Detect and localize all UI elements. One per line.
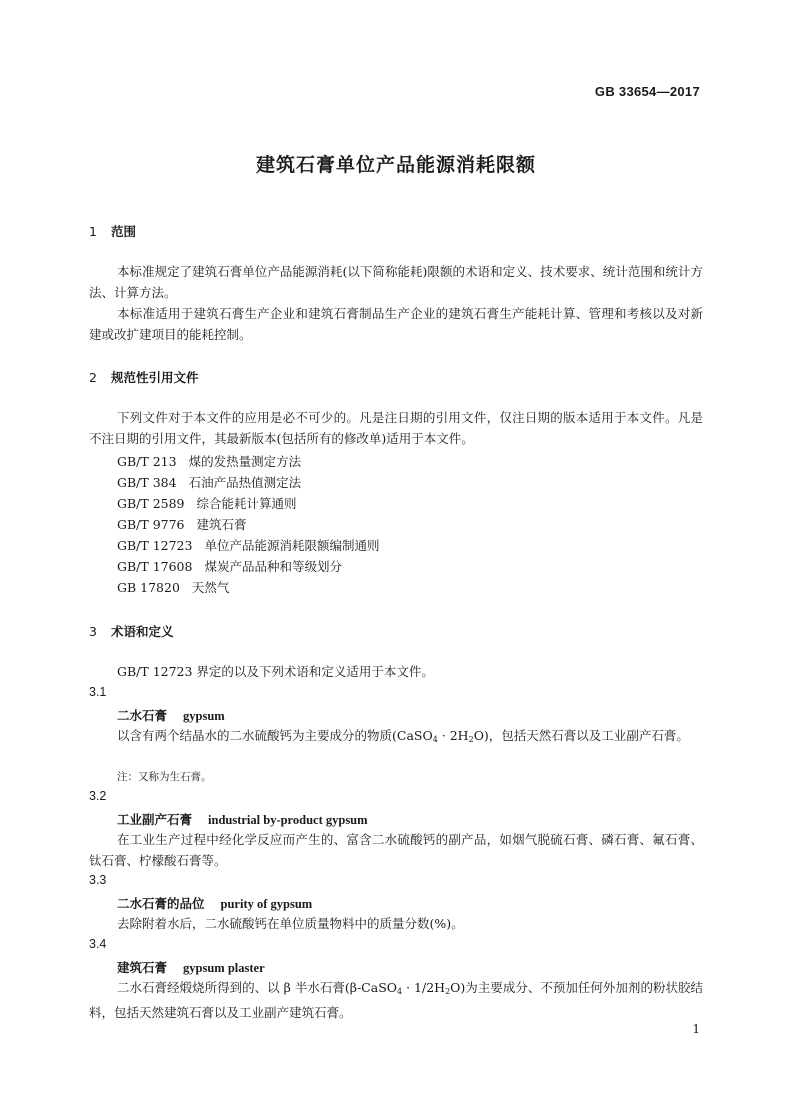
definition-text: O)为主要成分、不预加任何外加剂的粉状胶结料，包括天然建筑石膏以及工业副产建筑石膏。 [89, 980, 703, 1020]
term-en: gypsum [183, 709, 225, 723]
term-definition: 去除附着水后，二水硫酸钙在单位质量物料中的质量分数(%)。 [117, 916, 464, 931]
subscript: 2 [468, 735, 474, 744]
reference-item [117, 578, 229, 596]
section-number: 2 [89, 370, 97, 385]
term-en: industrial by-product gypsum [208, 813, 368, 827]
section-3-intro: GB/T 12723 界定的以及下列术语和定义适用于本文件。 [117, 664, 434, 679]
definition-text: 二水石膏经煅烧所得到的、以 β 半水石膏(β-CaSO [117, 980, 398, 995]
term-number: 3.2 [89, 789, 107, 803]
subscript: 2 [445, 987, 451, 996]
reference-code: GB/T 2589 [117, 496, 185, 511]
term-number: 3.1 [89, 685, 107, 699]
term-heading [117, 958, 265, 976]
section-1-paragraph-2: 本标准适用于建筑石膏生产企业和建筑石膏制品生产企业的建筑石膏生产能耗计算、管理和考核以及对新建或改扩建项目的能耗控制。 [89, 306, 703, 342]
definition-text: 以含有两个结晶水的二水硫酸钙为主要成分的物质(CaSO [117, 728, 433, 743]
reference-code: GB/T 213 [117, 454, 177, 469]
definition-text: · 1/2H [402, 980, 446, 995]
term-definition [89, 977, 703, 1023]
document-title: 建筑石膏单位产品能源消耗限额 [255, 154, 536, 176]
reference-code: GB/T 384 [117, 475, 177, 490]
term-zh: 工业副产石膏 [117, 812, 193, 827]
reference-code: GB 17820 [117, 580, 180, 595]
reference-name: 建筑石膏 [196, 517, 247, 532]
reference-name: 天然气 [191, 580, 230, 595]
reference-name: 煤的发热量测定方法 [188, 454, 302, 469]
definition-text: · 2H [437, 728, 469, 743]
term-heading [117, 810, 368, 828]
standard-number: GB 33654—2017 [594, 84, 700, 99]
term-heading [117, 706, 225, 724]
term-en: purity of gypsum [220, 897, 313, 911]
reference-code: GB/T 9776 [117, 517, 185, 532]
subscript: 4 [397, 987, 403, 996]
section-1-heading [89, 222, 136, 240]
term-zh: 二水石膏 [117, 708, 168, 723]
term-note: 注：又称为生石膏。 [117, 771, 212, 783]
reference-code: GB/T 17608 [117, 559, 193, 574]
reference-name: 煤炭产品品种和等级划分 [204, 559, 342, 574]
reference-item [117, 452, 301, 470]
section-title: 术语和定义 [111, 624, 174, 639]
page-number: 1 [692, 1022, 700, 1036]
reference-item [117, 536, 379, 554]
reference-name: 石油产品热值测定法 [188, 475, 302, 490]
section-title: 范围 [111, 224, 137, 239]
section-number: 3 [89, 624, 97, 639]
reference-name: 单位产品能源消耗限额编制通则 [204, 538, 380, 553]
term-zh: 建筑石膏 [117, 960, 168, 975]
section-number: 1 [89, 224, 97, 239]
term-number: 3.4 [89, 937, 107, 951]
section-2-heading [89, 368, 199, 386]
reference-item [117, 515, 247, 533]
definition-text: O)，包括天然石膏以及工业副产石膏。 [473, 728, 689, 743]
section-3-heading [89, 622, 174, 640]
reference-code: GB/T 12723 [117, 538, 193, 553]
term-definition [89, 725, 703, 750]
term-heading [117, 894, 312, 912]
term-zh: 二水石膏的品位 [117, 896, 205, 911]
section-1-paragraph-1: 本标准规定了建筑石膏单位产品能源消耗(以下简称能耗)限额的术语和定义、技术要求、统计范围和统计方法、计算方法。 [89, 264, 703, 300]
reference-item [117, 494, 297, 512]
term-number: 3.3 [89, 873, 107, 887]
reference-item [117, 557, 342, 575]
subscript: 4 [432, 735, 438, 744]
term-en: gypsum plaster [183, 961, 265, 975]
reference-name: 综合能耗计算通则 [196, 496, 297, 511]
term-definition: 在工业生产过程中经化学反应而产生的、富含二水硫酸钙的副产品，如烟气脱硫石膏、磷石膏、氟石膏、钛石膏、柠檬酸石膏等。 [89, 832, 703, 868]
section-2-paragraph-1: 下列文件对于本文件的应用是必不可少的。凡是注日期的引用文件，仅注日期的版本适用于本文件。凡是不注日期的引用文件，其最新版本(包括所有的修改单)适用于本文件。 [89, 410, 703, 446]
reference-item [117, 473, 301, 491]
section-title: 规范性引用文件 [111, 370, 199, 385]
